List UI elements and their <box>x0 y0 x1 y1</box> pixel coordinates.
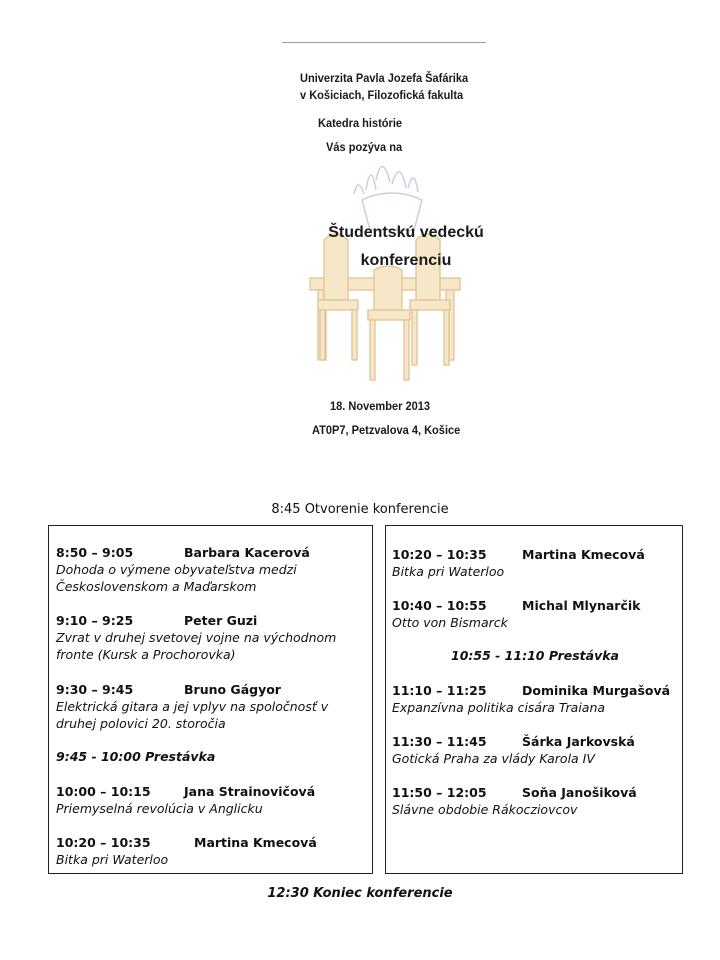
entry-time: 10:40 – 10:55 <box>392 598 487 613</box>
top-divider <box>282 42 486 43</box>
entry-time: 9:10 – 9:25 <box>56 613 134 628</box>
entry-speaker: Šárka Jarkovská <box>522 734 635 749</box>
schedule-entry <box>392 597 640 631</box>
opening-line: 8:45 Otvorenie konferencie <box>271 502 449 517</box>
entry-time: 8:50 – 9:05 <box>56 545 134 560</box>
entry-topic: Zvrat v druhej svetovej vojne na východnom fronte (Kursk a Prochorovka) <box>56 630 337 662</box>
entry-speaker: Barbara Kacerová <box>184 545 310 560</box>
entry-time: 10:00 – 10:15 <box>56 784 151 799</box>
entry-speaker: Martina Kmecová <box>522 547 645 562</box>
entry-time: 10:20 – 10:35 <box>392 547 487 562</box>
schedule-entry <box>392 733 635 767</box>
entry-speaker: Michal Mlynarčik <box>522 598 641 613</box>
schedule-entry <box>56 612 336 663</box>
conference-title-line2: konferenciu <box>360 252 452 269</box>
entry-topic: Priemyselná revolúcia v Anglicku <box>56 801 263 816</box>
entry-topic: Otto von Bismarck <box>392 615 508 630</box>
schedule-box-left <box>48 525 373 874</box>
entry-time: 10:20 – 10:35 <box>56 835 151 850</box>
entry-speaker: Peter Guzi <box>184 613 258 628</box>
entry-topic: Expanzívna politika cisára Traiana <box>392 700 606 715</box>
entry-topic: Dohoda o výmene obyvateľstva medzi Československom a Maďarskom <box>56 562 297 594</box>
schedule-entry <box>56 783 315 817</box>
schedule-entry <box>392 784 637 818</box>
schedule-box-right <box>385 525 683 874</box>
schedule-entry <box>392 682 670 716</box>
entry-speaker: Soňa Janošiková <box>522 785 637 800</box>
break-notice: 10:55 - 11:10 Prestávka <box>451 648 619 663</box>
schedule-entry <box>56 681 328 732</box>
schedule-entry <box>56 834 317 868</box>
department-name: Katedra histórie <box>318 116 403 130</box>
schedule-entry <box>56 544 310 595</box>
break-notice: 9:45 - 10:00 Prestávka <box>56 749 216 764</box>
conference-title-line1: Študentskú vedeckú <box>328 224 484 241</box>
conference-date: 18. November 2013 <box>330 399 431 413</box>
entry-time: 11:10 – 11:25 <box>392 683 487 698</box>
entry-topic: Bitka pri Waterloo <box>56 852 169 867</box>
entry-time: 11:50 – 12:05 <box>392 785 487 800</box>
university-name: Univerzita Pavla Jozefa Šafárika <box>300 71 469 85</box>
conference-title <box>306 219 506 275</box>
schedule-entry <box>392 546 645 580</box>
entry-speaker: Dominika Murgašová <box>522 683 671 698</box>
entry-time: 9:30 – 9:45 <box>56 682 134 697</box>
closing-line: 12:30 Koniec konferencie <box>267 886 453 901</box>
entry-speaker: Martina Kmecová <box>194 835 317 850</box>
entry-topic: Bitka pri Waterloo <box>392 564 505 579</box>
entry-topic: Slávne obdobie Rákocziovcov <box>392 802 578 817</box>
entry-time: 11:30 – 11:45 <box>392 734 487 749</box>
entry-speaker: Bruno Gágyor <box>184 682 281 697</box>
invitation-header <box>300 70 502 104</box>
entry-topic: Gotická Praha za vlády Karola IV <box>392 751 595 766</box>
invite-text: Vás pozýva na <box>326 140 403 154</box>
entry-speaker: Jana Strainovičová <box>184 784 316 799</box>
entry-topic: Elektrická gitara a jej vplyv na spoločnosť v druhej polovici 20. storočia <box>56 699 329 731</box>
conference-venue: AT0P7, Petzvalova 4, Košice <box>312 423 461 437</box>
faculty-name: v Košiciach, Filozofická fakulta <box>300 88 464 102</box>
